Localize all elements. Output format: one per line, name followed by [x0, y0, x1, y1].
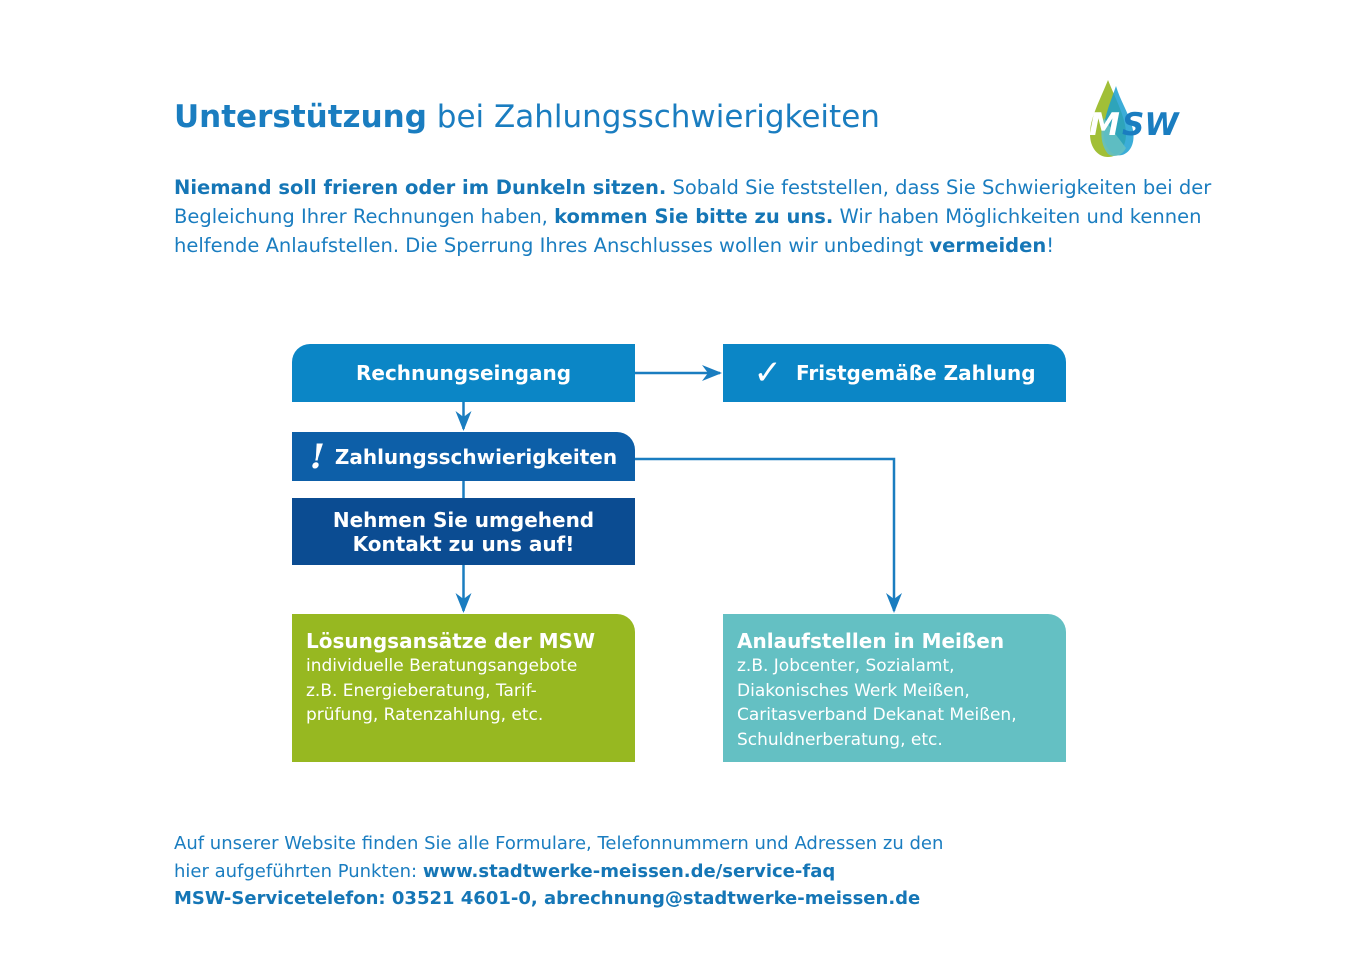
label-fristgemaesse-zahlung: Fristgemäße Zahlung	[795, 361, 1036, 385]
anlauf-line: Diakonisches Werk Meißen,	[737, 680, 970, 701]
intro-text-2: Wir haben Möglichkeiten und kennen helfende Anlaufstellen. Die Sperrung Ihres Anschlusses wollen wir unbedingt	[174, 205, 1202, 257]
kontakt-line-1: Nehmen Sie umgehend	[332, 507, 595, 532]
kontakt-line-2: Kontakt zu uns auf!	[352, 531, 575, 556]
intro-bold-2: kommen Sie bitte zu uns.	[554, 205, 834, 228]
box-kontakt	[292, 498, 635, 565]
footer-line-3	[174, 885, 1174, 913]
intro-text-1: Sobald Sie feststellen, dass Sie Schwierigkeiten bei der Begleichung Ihrer Rechnungen haben,	[174, 176, 1212, 228]
footer-line-2-text: hier aufgeführten Punkten:	[174, 860, 423, 882]
box-fristgemaesse-zahlung	[723, 344, 1066, 402]
footer-line-2	[174, 858, 1174, 886]
anlauf-line: Caritasverband Dekanat Meißen,	[737, 705, 1017, 725]
loesung-line: z.B. Energieberatung, Tarif-	[306, 680, 537, 701]
page-title	[174, 96, 880, 138]
footer-line-1: Auf unserer Website finden Sie alle Formulare, Telefonnummern und Adressen zu den	[174, 833, 944, 854]
website-link[interactable]: www.stadtwerke-meissen.de/service-faq	[422, 860, 836, 882]
box-anlaufstellen	[723, 614, 1066, 762]
svg-text:M: M	[1089, 107, 1120, 143]
intro-text-3: !	[1046, 234, 1055, 257]
anlauf-line: z.B. Jobcenter, Sozialamt,	[737, 656, 955, 676]
loesung-line: prüfung, Ratenzahlung, etc.	[306, 705, 544, 725]
box-loesungsansaetze	[292, 614, 635, 762]
box-rechnungseingang	[292, 344, 635, 402]
intro-bold-3: vermeiden	[929, 234, 1047, 257]
anlauf-line: Schuldnerberatung, etc.	[737, 729, 943, 750]
title-rest: bei Zahlungsschwierigkeiten	[426, 99, 880, 135]
check-icon: ✓	[753, 353, 782, 393]
footer	[174, 830, 1174, 913]
msw-logo	[1086, 78, 1190, 160]
label-zahlungsschwierigkeiten: Zahlungsschwierigkeiten	[334, 444, 618, 469]
box-zahlungsschwierigkeiten	[292, 432, 635, 481]
loesung-line: individuelle Beratungsangebote	[306, 656, 578, 676]
title-bold: Unterstützung	[174, 99, 427, 135]
svg-text:SW: SW	[1122, 107, 1179, 143]
loesung-heading: Lösungsansätze der MSW	[306, 629, 596, 653]
arrow-schwierig-to-anlauf	[635, 459, 894, 611]
intro-bold-1: Niemand soll frieren oder im Dunkeln sitzen.	[174, 176, 667, 199]
service-contact: MSW-Servicetelefon: 03521 4601-0, abrechnung@stadtwerke-meissen.de	[174, 888, 921, 909]
exclamation-icon: !	[309, 436, 325, 477]
intro-paragraph	[174, 173, 1234, 260]
label-rechnungseingang: Rechnungseingang	[355, 361, 572, 385]
anlauf-heading: Anlaufstellen in Meißen	[737, 629, 1005, 653]
